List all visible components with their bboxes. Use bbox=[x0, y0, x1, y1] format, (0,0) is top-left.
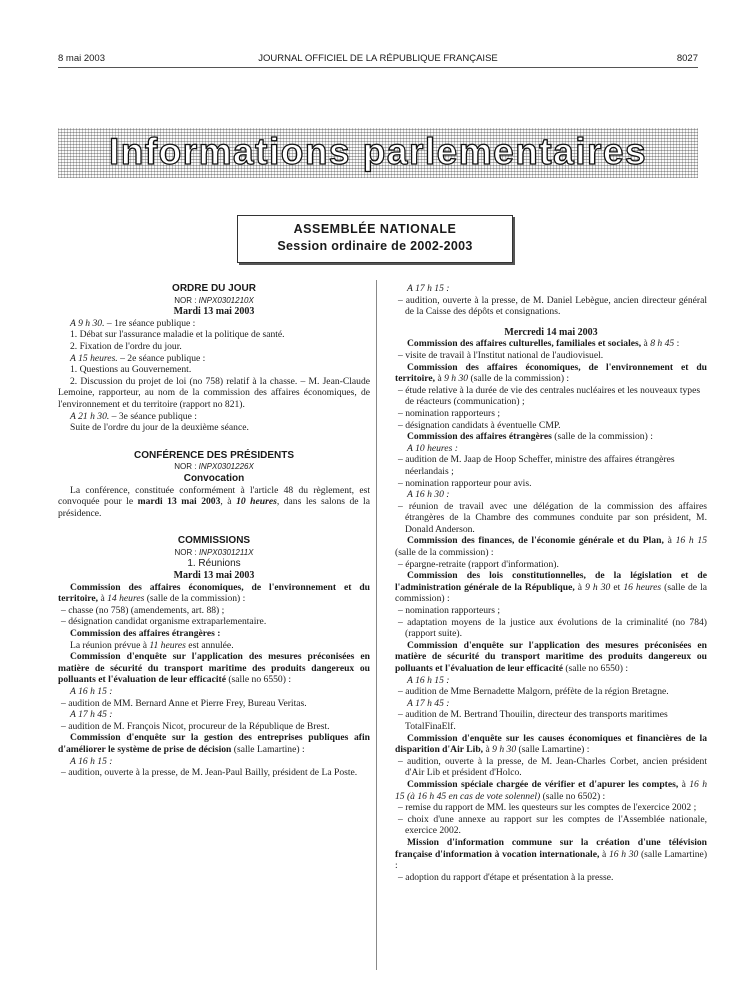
wed-commission-3-item-3: – réunion de travail avec une délégation de la commission des affaires étrangères de la Chambre des communes conduite par son président, M. Donald Anderson. bbox=[398, 500, 707, 535]
nor-label: NOR : bbox=[174, 547, 197, 557]
seance-2-item-2: 2. Discussion du projet de loi (no 758) relatif à la chasse. – M. Jean-Claude Lemoine, rapporteur, au nom de la commission des affaires économiques, de l'environnement et du territoire (rapport no 821). bbox=[58, 375, 370, 410]
commission-3 bbox=[58, 651, 370, 686]
ordre-du-jour-heading: ORDRE DU JOUR bbox=[172, 283, 256, 294]
wed-commission-4-item-1: – épargne-retraite (rapport d'information). bbox=[398, 558, 559, 570]
commission-1-item-2: – désignation candidat organisme extraparlementaire. bbox=[61, 616, 267, 628]
conference-heading: CONFÉRENCE DES PRÉSIDENTS bbox=[133, 449, 295, 461]
seance-1-line bbox=[58, 318, 370, 330]
commission-2-text bbox=[58, 640, 370, 652]
wed-commission-1-rest-a: à bbox=[641, 338, 651, 350]
commission-1-name: Commission des affaires économiques, de l'environnement et du territoire, bbox=[58, 581, 370, 605]
wed-commission-5-time-2: 16 heures bbox=[623, 581, 662, 593]
wed-commission-2-item-1: – étude relative à la durée de vie des centrales nucléaires et les nouveaux types de réacteurs (communication) ; bbox=[398, 384, 701, 408]
session-title: Session ordinaire de 2002-2003 bbox=[277, 239, 473, 253]
wed-commission-5-item-2: – adaptation moyens de la justice aux évolutions de la criminalité (no 784) (rapport suite). bbox=[398, 616, 707, 640]
time-label: A 17 h 45 : bbox=[70, 709, 113, 721]
nor-code: INPX0301210X bbox=[198, 295, 254, 305]
convocation-date: mardi 13 mai 2003 bbox=[137, 496, 221, 508]
wed-commission-2 bbox=[395, 362, 707, 385]
wed-commission-7-item-1: – audition, ouverte à la presse, de M. Jean-Charles Corbet, ancien président d'Air Lib et président d'Holco. bbox=[398, 755, 707, 779]
commission-4 bbox=[58, 732, 370, 755]
commission-2-text-a: La réunion prévue à bbox=[70, 639, 150, 651]
assembly-box bbox=[237, 215, 513, 263]
time-label: A 16 h 15 : bbox=[407, 674, 450, 686]
convocation-text-e: , dans les salons de la présidence. bbox=[58, 496, 370, 519]
seance-3-line bbox=[58, 411, 370, 423]
banner-title: Informations parlementaires bbox=[108, 131, 648, 172]
commission-3-item-1: – audition de MM. Bernard Anne et Pierre Frey, Bureau Veritas. bbox=[61, 697, 307, 709]
header-date: 8 mai 2003 bbox=[58, 53, 106, 64]
convocation-text bbox=[58, 485, 370, 520]
seance-2-item-1: 1. Questions au Gouvernement. bbox=[70, 364, 192, 376]
page-header bbox=[58, 53, 698, 67]
commission-4-rest: (salle Lamartine) : bbox=[231, 743, 305, 755]
commission-3-rest: (salle no 6550) : bbox=[225, 674, 291, 686]
wed-commission-2-item-3: – désignation candidats à éventuelle CMP. bbox=[398, 419, 561, 431]
wed-commission-1 bbox=[395, 338, 707, 350]
commission-1 bbox=[58, 582, 370, 605]
wed-commission-8-rest-a: à bbox=[678, 778, 690, 790]
right-column bbox=[395, 283, 707, 883]
nor-label: NOR : bbox=[174, 462, 197, 472]
wed-commission-2-name: Commission des affaires économiques, de l'environnement et du territoire, bbox=[395, 361, 707, 385]
wed-commission-3-time-1 bbox=[395, 443, 707, 455]
commission-4-time-1 bbox=[58, 756, 370, 768]
time-label: A 17 h 45 : bbox=[407, 697, 450, 709]
seance-2-line bbox=[58, 353, 370, 365]
time-label: A 17 h 15 : bbox=[407, 283, 450, 294]
assembly-name: ASSEMBLÉE NATIONALE bbox=[293, 222, 457, 236]
column-divider bbox=[376, 280, 377, 970]
time-label: A 16 h 15 : bbox=[70, 686, 113, 697]
wed-commission-9-item-1: – adoption du rapport d'étape et présentation à la presse. bbox=[398, 871, 614, 883]
wed-commission-3-item-1: – audition de M. Jaap de Hoop Scheffer, ministre des affaires étrangères néerlandais ; bbox=[398, 454, 675, 477]
wed-commission-7 bbox=[395, 733, 707, 756]
wed-commission-6-time-2 bbox=[395, 698, 707, 710]
commission-2-name: Commission des affaires étrangères : bbox=[70, 628, 221, 640]
section-banner bbox=[58, 128, 698, 178]
nor-code: INPX0301226X bbox=[198, 462, 254, 472]
continued-item: – audition, ouverte à la presse, de M. Daniel Lebègue, ancien directeur général de la Caisse des dépôts et consignations. bbox=[398, 294, 707, 318]
wed-commission-8-item-2: – choix d'une annexe au rapport sur les comptes de l'Assemblée nationale, exercice 2002. bbox=[398, 813, 707, 837]
wed-commission-1-item-1: – visite de travail à l'Institut national de l'audiovisuel. bbox=[398, 349, 604, 361]
commission-3-item-2: – audition de M. François Nicot, procureur de la République de Brest. bbox=[61, 720, 330, 732]
time-label: A 10 heures : bbox=[407, 442, 458, 454]
wed-commission-1-rest-b: : bbox=[674, 338, 680, 350]
wed-commission-3-item-2: – nomination rapporteur pour avis. bbox=[398, 477, 532, 489]
wed-commission-2-time: 9 h 30 bbox=[444, 373, 469, 385]
page-number: 8027 bbox=[676, 53, 698, 64]
wed-commission-5-rest-b: et bbox=[610, 581, 624, 593]
convocation-text-c: , à bbox=[220, 496, 237, 508]
wed-commission-8-rest-b: (salle no 6502) : bbox=[540, 790, 606, 802]
wed-commission-6-item-1: – audition de Mme Bernadette Malgorn, préfète de la région Bretagne. bbox=[398, 686, 669, 698]
wed-commission-2-rest-b: (salle de la commission) : bbox=[468, 373, 570, 385]
wed-commission-5-item-1: – nomination rapporteurs ; bbox=[398, 605, 501, 617]
conference-nor bbox=[58, 461, 370, 473]
time-label: A 16 h 30 : bbox=[407, 489, 450, 501]
header-rule bbox=[58, 67, 698, 68]
wed-commission-5 bbox=[395, 570, 707, 605]
wed-commission-6 bbox=[395, 640, 707, 675]
wed-commission-2-rest-a: à bbox=[435, 373, 445, 385]
commission-4-name: Commission d'enquête sur la gestion des entreprises publiques afin d'améliorer le système de prise de décision bbox=[58, 732, 370, 755]
wed-commission-5-time-1: 9 h 30 bbox=[585, 581, 611, 593]
commission-2 bbox=[58, 628, 370, 640]
reunions-heading: 1. Réunions bbox=[187, 558, 241, 570]
wed-commission-9-rest-b: (salle Lamartine) : bbox=[395, 848, 708, 872]
seance-1-item-2: 2. Fixation de l'ordre du jour. bbox=[70, 340, 182, 352]
wed-commission-8 bbox=[395, 779, 707, 802]
convocation-text-a: La conférence, constituée conformément à l'article 48 du règlement, est convoquée pour le bbox=[58, 484, 370, 508]
seance-2-time: A 15 heures. bbox=[70, 352, 118, 364]
wed-commission-3-rest: (salle de la commission) : bbox=[551, 431, 653, 443]
wed-commission-4-rest-b: (salle de la commission) : bbox=[395, 547, 494, 559]
wed-commission-3-time-2 bbox=[395, 489, 707, 501]
nor-label: NOR : bbox=[174, 295, 197, 305]
commission-1-item-1: – chasse (no 758) (amendements, art. 88) ; bbox=[61, 604, 225, 616]
wed-commission-9-rest-a: à bbox=[599, 848, 609, 860]
journal-title: JOURNAL OFFICIEL DE LA RÉPUBLIQUE FRANÇAISE bbox=[258, 53, 498, 64]
commission-1-rest-a: à bbox=[98, 593, 108, 605]
wed-commission-8-item-1: – remise du rapport de MM. les questeurs sur les comptes de l'exercice 2002 ; bbox=[398, 802, 697, 814]
time-label: A 16 h 15 : bbox=[70, 755, 113, 767]
commission-3-name: Commission d'enquête sur l'application des mesures préconisées en matière de sécurité du transport maritime des produits dangereux ou polluants et l'évaluation de leur efficacité bbox=[58, 651, 370, 686]
seance-1-time: A 9 h 30. bbox=[70, 317, 105, 329]
wed-commission-3-name: Commission des affaires étrangères bbox=[407, 431, 552, 443]
commission-3-time-1 bbox=[58, 686, 370, 698]
commission-1-rest-b: (salle de la commission) : bbox=[144, 593, 246, 605]
wed-commission-1-name: Commission des affaires culturelles, familiales et sociales, bbox=[407, 338, 642, 350]
seance-3-label: – 3e séance publique : bbox=[109, 410, 197, 422]
wed-commission-5-name: Commission des lois constitutionnelles, de la législation et de l'administration générale de la République, bbox=[395, 570, 707, 593]
wed-commission-7-time: 9 h 30 bbox=[492, 744, 517, 756]
commission-2-text-b: est annulée. bbox=[185, 639, 234, 651]
wednesday-date: Mercredi 14 mai 2003 bbox=[504, 326, 598, 338]
wed-commission-7-name: Commission d'enquête sur les causes économiques et financières de la disparition d'Air Lib, bbox=[395, 732, 707, 756]
convocation-heading: Convocation bbox=[183, 472, 245, 484]
wed-commission-4-name: Commission des finances, de l'économie générale et du Plan, bbox=[407, 535, 664, 547]
wed-commission-6-item-2: – audition de M. Bertrand Thouilin, directeur des transports maritimes TotalFinaElf. bbox=[398, 709, 668, 732]
seance-3-item: Suite de l'ordre du jour de la deuxième séance. bbox=[70, 422, 249, 434]
convocation-time: 10 heures bbox=[236, 496, 277, 508]
seance-2-label: – 2e séance publique : bbox=[117, 352, 206, 364]
seance-1-label: – 1re séance publique : bbox=[104, 317, 196, 329]
wed-commission-5-rest-a: à bbox=[574, 581, 586, 593]
wed-commission-7-rest-b: (salle Lamartine) : bbox=[516, 744, 590, 756]
continued-time bbox=[395, 283, 707, 295]
wed-commission-6-rest: (salle no 6550) : bbox=[562, 663, 628, 674]
commissions-heading: COMMISSIONS bbox=[177, 535, 251, 547]
seance-1-item-1: 1. Débat sur l'assurance maladie et la politique de santé. bbox=[70, 329, 285, 341]
wed-commission-2-item-2: – nomination rapporteurs ; bbox=[398, 407, 501, 419]
commission-3-time-2 bbox=[58, 709, 370, 721]
wed-commission-7-rest-a: à bbox=[483, 744, 493, 756]
wed-commission-4 bbox=[395, 535, 707, 558]
wed-commission-6-name: Commission d'enquête sur l'application des mesures préconisées en matière de sécurité du transport maritime des produits dangereux ou polluants et l'évaluation de leur efficacité bbox=[395, 639, 707, 674]
commissions-date: Mardi 13 mai 2003 bbox=[173, 570, 255, 582]
wed-commission-4-rest-a: à bbox=[663, 535, 676, 547]
wed-commission-4-time: 16 h 15 bbox=[675, 535, 707, 547]
wed-commission-1-time: 8 h 45 bbox=[650, 338, 675, 350]
nor-code: INPX0301211X bbox=[198, 547, 254, 557]
wed-commission-9-name: Mission d'information commune sur la création d'une télévision française d'information à vocation internationale, bbox=[395, 836, 707, 860]
left-column bbox=[58, 283, 370, 779]
commissions-nor bbox=[58, 547, 370, 559]
commission-4-item-1: – audition, ouverte à la presse, de M. Jean-Paul Bailly, président de La Poste. bbox=[61, 767, 358, 779]
wed-commission-8-name: Commission spéciale chargée de vérifier et d'apurer les comptes, bbox=[407, 778, 679, 790]
wed-commission-3 bbox=[395, 431, 707, 443]
commission-1-time: 14 heures bbox=[107, 593, 145, 605]
wed-commission-9 bbox=[395, 837, 707, 872]
commission-2-time: 11 heures bbox=[149, 639, 186, 651]
wed-commission-8-time: 16 h 15 (à 16 h 45 en cas de vote solennel) bbox=[395, 778, 708, 802]
seance-3-time: A 21 h 30. bbox=[70, 410, 110, 422]
wed-commission-6-time-1 bbox=[395, 675, 707, 687]
ordre-date: Mardi 13 mai 2003 bbox=[173, 306, 255, 318]
wed-commission-5-rest-c: (salle de la commission) : bbox=[395, 581, 707, 605]
wed-commission-9-time: 16 h 30 bbox=[608, 848, 639, 860]
ordre-nor bbox=[58, 295, 370, 307]
